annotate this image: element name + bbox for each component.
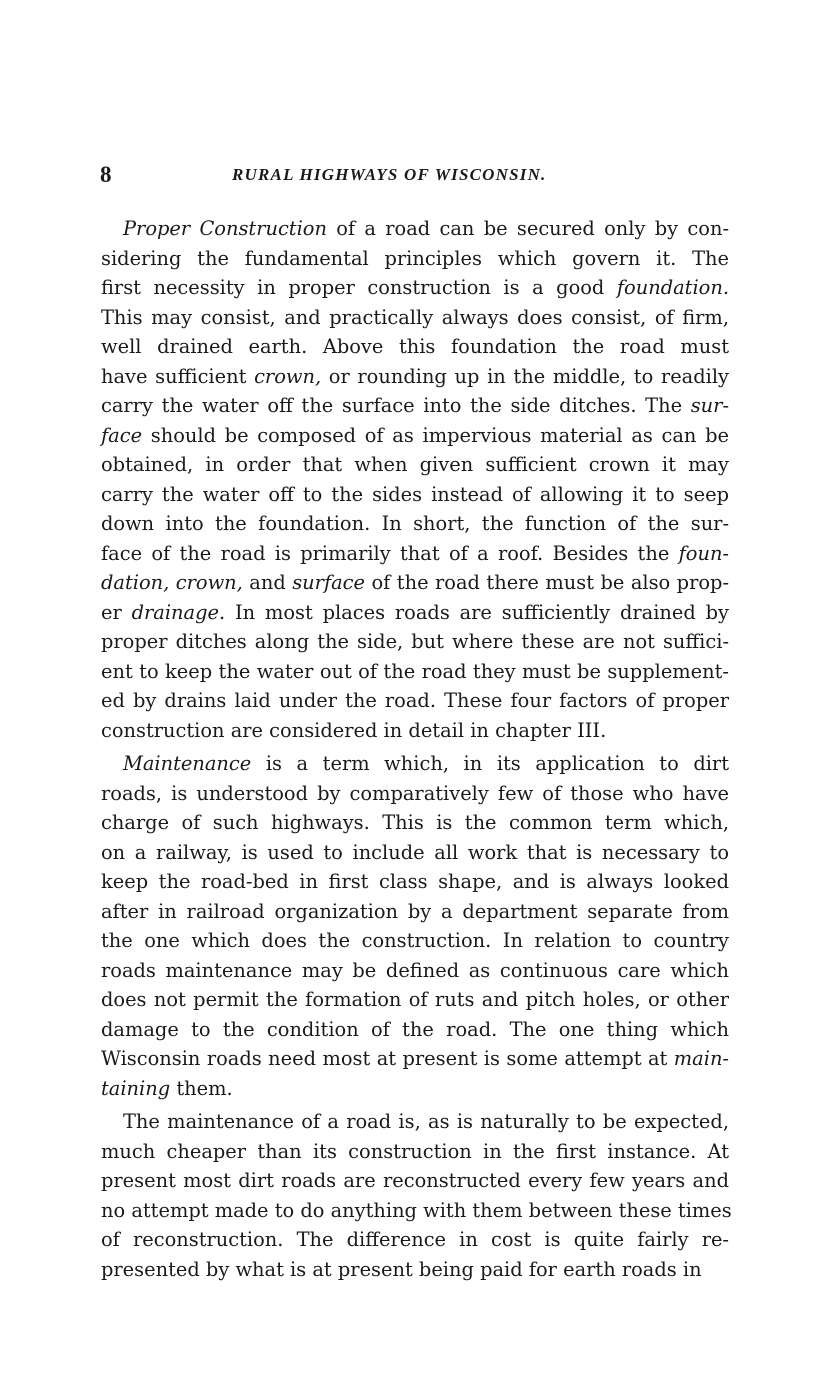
- paragraph-maintenance: [101, 749, 729, 1103]
- line-text: does not permit the formation of ruts and pitch holes, or other: [101, 988, 729, 1011]
- line-text: damage to the condition of the road. The one thing which: [101, 1017, 729, 1041]
- line-text: first necessity in proper construction is a good: [101, 276, 617, 299]
- line-text: much cheaper than its construction in the first instance. At: [101, 1139, 729, 1163]
- line-text: and: [242, 571, 293, 594]
- text-line: [101, 539, 729, 569]
- text-line: [101, 1225, 729, 1255]
- text-line: [101, 926, 729, 956]
- italic-term: Maintenance: [123, 752, 252, 775]
- text-line: [101, 1107, 729, 1137]
- line-text: This may consist, and practically always does consist, of firm,: [101, 305, 729, 329]
- line-text: or rounding up in the middle, to readily: [321, 364, 729, 388]
- italic-term: crown,: [254, 364, 322, 388]
- line-text: down into the foundation. In short, the function of the sur-: [101, 512, 729, 535]
- text-line: [101, 450, 729, 480]
- italic-term: dation, crown,: [101, 571, 243, 594]
- text-line: [101, 421, 729, 451]
- line-text: construction are considered in detail in chapter III.: [101, 718, 607, 742]
- text-line: [101, 1015, 729, 1045]
- line-text: The maintenance of a road is, as is naturally to be expected,: [123, 1110, 729, 1133]
- line-text: them.: [170, 1076, 233, 1100]
- text-line: [101, 897, 729, 927]
- line-text: er: [101, 600, 132, 624]
- line-text: is a term which, in its application to dirt: [251, 752, 729, 775]
- line-text: no attempt made to do anything with them between these times: [101, 1198, 732, 1222]
- line-text: ed by drains laid under the road. These four factors of proper: [101, 689, 729, 712]
- line-text: carry the water off the surface into the side ditches. The: [101, 394, 691, 417]
- line-text: well drained earth. Above this foundation the road must: [101, 335, 729, 358]
- line-text: of reconstruction. The difference in cost is quite fairly re-: [101, 1228, 729, 1251]
- page-number: 8: [100, 162, 112, 187]
- paragraph-maintenance-cost: [101, 1107, 732, 1284]
- line-text: presented by what is at present being paid for earth roads in: [101, 1257, 702, 1281]
- line-text: the one which does the construction. In relation to country: [101, 929, 729, 952]
- text-line: [101, 362, 729, 392]
- text-line: [101, 1255, 729, 1285]
- line-text: ent to keep the water out of the road they must be supplement-: [101, 659, 729, 683]
- text-line: [101, 1166, 729, 1196]
- text-line: [101, 1137, 729, 1167]
- italic-term: taining: [101, 1076, 171, 1100]
- text-line: [101, 391, 729, 421]
- line-text: face of the road is primarily that of a roof. Besides the: [101, 541, 679, 565]
- line-text: have sufficient: [101, 364, 255, 388]
- text-line: [101, 779, 729, 809]
- text-line: [101, 808, 729, 838]
- italic-term: foun-: [678, 541, 729, 565]
- line-text: keep the road-bed in first class shape, and is always looked: [101, 870, 729, 893]
- line-text: Wisconsin roads need most at present is some attempt at: [101, 1047, 674, 1070]
- line-text: of the road there must be also prop-: [365, 571, 729, 594]
- text-line: [101, 686, 729, 716]
- text-line: [101, 273, 729, 303]
- text-line: [101, 598, 729, 628]
- text-line: [101, 716, 729, 746]
- italic-term: sur-: [690, 394, 729, 417]
- page-header: [100, 162, 730, 192]
- text-line: [101, 480, 729, 510]
- line-text: carry the water off to the sides instead of allowing it to seep: [101, 482, 729, 506]
- italic-term: face: [101, 423, 143, 447]
- line-text: sidering the fundamental principles which govern it. The: [101, 246, 729, 270]
- line-text: proper ditches along the side, but where these are not suffici-: [101, 630, 729, 653]
- line-text: present most dirt roads are reconstructed every few years and: [101, 1169, 729, 1192]
- running-title: RURAL HIGHWAYS OF WISCONSIN.: [232, 165, 547, 184]
- text-line: [101, 244, 729, 274]
- text-line: [101, 1044, 729, 1074]
- line-text: should be composed of as impervious material as can be: [142, 423, 729, 447]
- line-text: roads maintenance may be defined as continuous care which: [101, 958, 729, 982]
- line-text: roads, is understood by comparatively few of those who have: [101, 781, 729, 805]
- line-text: charge of such highways. This is the common term which,: [101, 811, 729, 834]
- text-line: [101, 867, 729, 897]
- text-line: [101, 214, 729, 244]
- line-text: In most places roads are sufficiently drained by: [225, 600, 729, 624]
- text-line: [101, 568, 729, 598]
- text-line: [101, 509, 729, 539]
- text-line: [101, 657, 729, 687]
- text-line: [101, 332, 729, 362]
- text-line: [101, 749, 729, 779]
- line-text: after in railroad organization by a department separate from: [101, 899, 729, 923]
- italic-term: main-: [673, 1047, 729, 1070]
- italic-term: drainage.: [131, 600, 226, 624]
- text-line: [101, 1196, 732, 1226]
- text-line: [101, 1074, 729, 1104]
- italic-term: surface: [292, 571, 366, 594]
- italic-term: foundation.: [616, 276, 729, 299]
- text-line: [101, 627, 729, 657]
- text-line: [101, 956, 729, 986]
- italic-term: Proper Construction: [123, 217, 327, 240]
- text-line: [101, 838, 729, 868]
- line-text: obtained, in order that when given sufficient crown it may: [101, 453, 729, 476]
- body-text: [101, 214, 732, 1284]
- text-line: [101, 303, 729, 333]
- paragraph-construction: [101, 214, 729, 745]
- line-text: on a railway, is used to include all work that is necessary to: [101, 840, 729, 864]
- line-text: of a road can be secured only by con-: [326, 217, 729, 240]
- text-line: [101, 985, 729, 1015]
